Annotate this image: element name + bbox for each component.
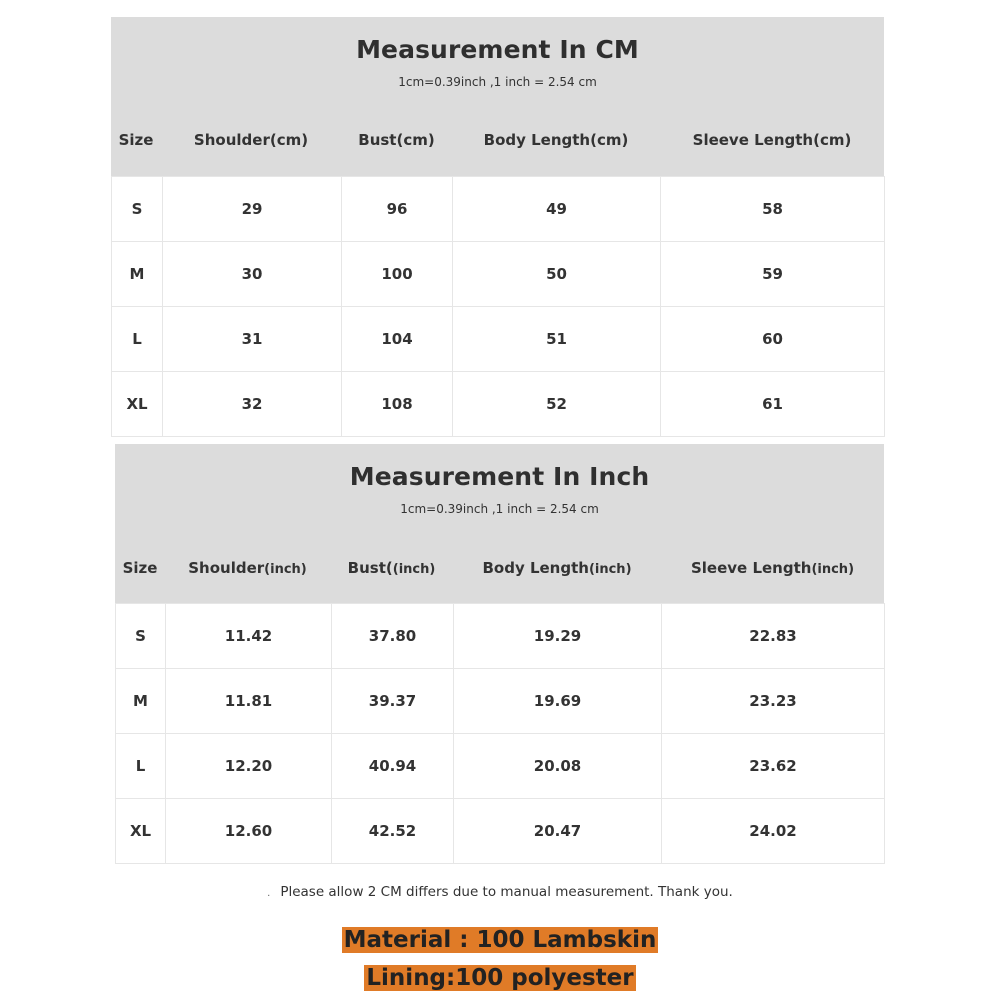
size-cell: XL (116, 799, 166, 864)
bust-cell: 104 (342, 307, 453, 372)
size-cell: L (116, 734, 166, 799)
shoulder-cell: 30 (163, 242, 342, 307)
inch-header-size: Size (122, 559, 158, 577)
cm-table-title: Measurement In CM (356, 35, 639, 64)
bust-cell: 40.94 (332, 734, 454, 799)
measurement-disclaimer (0, 884, 1000, 900)
lining-label (0, 964, 1000, 992)
disclaimer-text: Please allow 2 CM differs due to manual measurement. Thank you. (280, 884, 733, 900)
table-row (116, 669, 885, 734)
cm-measurement-table (111, 17, 884, 442)
body-length-cell: 19.29 (454, 604, 662, 669)
inch-table-conversion-note: 1cm=0.39inch ,1 inch = 2.54 cm (400, 502, 599, 516)
size-cell: S (116, 604, 166, 669)
bust-cell: 37.80 (332, 604, 454, 669)
inch-table-body (115, 603, 885, 864)
sleeve-length-cell: 59 (661, 242, 885, 307)
size-cell: XL (112, 372, 163, 437)
shoulder-cell: 32 (163, 372, 342, 437)
inch-header-bust: Bust((inch) (347, 559, 436, 577)
cm-header-bust: Bust(cm) (358, 131, 435, 149)
material-label (0, 926, 1000, 954)
sleeve-length-cell: 24.02 (662, 799, 885, 864)
inch-header-shoulder: Shoulder(inch) (188, 559, 307, 577)
bullet-mark: . (267, 888, 271, 899)
table-row (116, 734, 885, 799)
shoulder-cell: 29 (163, 177, 342, 242)
body-length-cell: 49 (453, 177, 661, 242)
table-row (116, 604, 885, 669)
sleeve-length-cell: 58 (661, 177, 885, 242)
size-cell: S (112, 177, 163, 242)
table-row (112, 177, 885, 242)
bust-cell: 108 (342, 372, 453, 437)
material-text: Material : 100 Lambskin (343, 927, 657, 953)
size-cell: M (116, 669, 166, 734)
shoulder-cell: 12.60 (166, 799, 332, 864)
inch-table-title: Measurement In Inch (349, 462, 650, 491)
inch-header-sleeve-length: Sleeve Length(inch) (690, 559, 855, 577)
inch-header-body-length: Body Length(inch) (482, 559, 632, 577)
shoulder-cell: 11.81 (166, 669, 332, 734)
inch-measurement-table (115, 444, 884, 862)
bust-cell: 39.37 (332, 669, 454, 734)
lining-text: Lining:100 polyester (366, 965, 634, 991)
shoulder-cell: 31 (163, 307, 342, 372)
inch-table-header (115, 444, 884, 603)
cm-header-body-length: Body Length(cm) (483, 131, 629, 149)
body-length-cell: 20.47 (454, 799, 662, 864)
cm-table-conversion-note: 1cm=0.39inch ,1 inch = 2.54 cm (398, 75, 597, 89)
cm-table-body (111, 176, 885, 437)
shoulder-cell: 12.20 (166, 734, 332, 799)
cm-table-header (111, 17, 884, 176)
table-row (112, 372, 885, 437)
cm-header-size: Size (118, 131, 154, 149)
body-length-cell: 19.69 (454, 669, 662, 734)
body-length-cell: 52 (453, 372, 661, 437)
size-cell: L (112, 307, 163, 372)
bust-cell: 100 (342, 242, 453, 307)
body-length-cell: 20.08 (454, 734, 662, 799)
table-row (116, 799, 885, 864)
body-length-cell: 50 (453, 242, 661, 307)
cm-header-sleeve-length: Sleeve Length(cm) (692, 131, 852, 149)
sleeve-length-cell: 23.23 (662, 669, 885, 734)
sleeve-length-cell: 23.62 (662, 734, 885, 799)
sleeve-length-cell: 60 (661, 307, 885, 372)
body-length-cell: 51 (453, 307, 661, 372)
sleeve-length-cell: 61 (661, 372, 885, 437)
size-cell: M (112, 242, 163, 307)
sleeve-length-cell: 22.83 (662, 604, 885, 669)
table-row (112, 307, 885, 372)
table-row (112, 242, 885, 307)
bust-cell: 42.52 (332, 799, 454, 864)
bust-cell: 96 (342, 177, 453, 242)
shoulder-cell: 11.42 (166, 604, 332, 669)
cm-header-shoulder: Shoulder(cm) (193, 131, 309, 149)
